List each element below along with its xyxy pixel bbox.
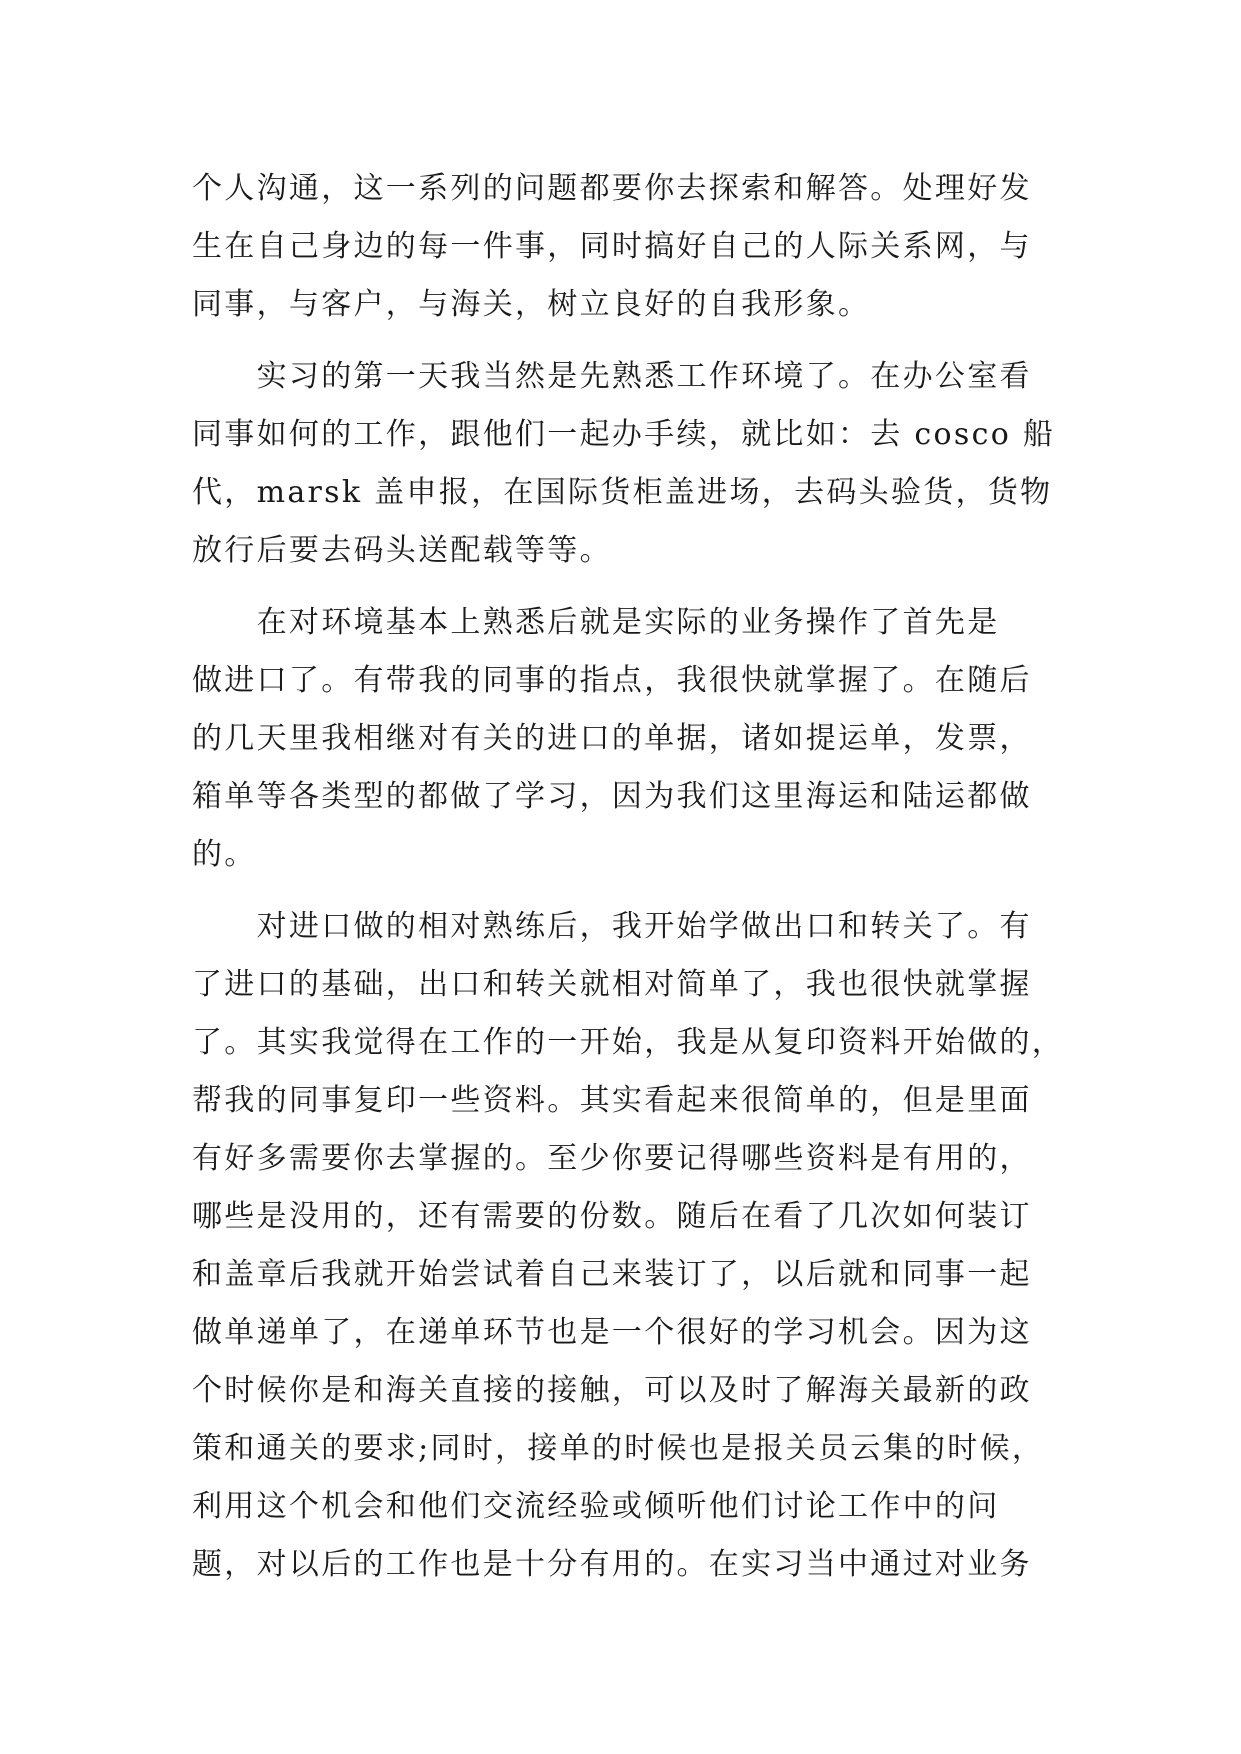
paragraph bbox=[192, 348, 1056, 580]
text-line: 做单递单了，在递单环节也是一个很好的学习机会。因为这 bbox=[192, 1315, 1032, 1350]
text-line: 同事如何的工作，跟他们一起办手续，就比如：去 cosco 船 bbox=[192, 417, 1056, 452]
text-line: 题，对以后的工作也是十分有用的。在实习当中通过对业务 bbox=[192, 1547, 1032, 1582]
text-line: 箱单等各类型的都做了学习，因为我们这里海运和陆运都做 bbox=[192, 779, 1032, 814]
text-line: 了。其实我觉得在工作的一开始，我是从复印资料开始做的， bbox=[192, 1025, 1065, 1060]
text-line: 个时候你是和海关直接的接触，可以及时了解海关最新的政 bbox=[192, 1373, 1032, 1408]
text-line: 的几天里我相继对有关的进口的单据，诸如提运单，发票， bbox=[192, 721, 1032, 756]
text-line: 哪些是没用的，还有需要的份数。随后在看了几次如何装订 bbox=[192, 1199, 1032, 1234]
text-line: 代，marsk 盖申报，在国际货柜盖进场，去码头验货，货物 bbox=[192, 475, 1053, 510]
text-line: 放行后要去码头送配载等等。 bbox=[192, 533, 612, 568]
paragraph-spacer bbox=[192, 580, 1048, 594]
text-line: 有好多需要你去掌握的。至少你要记得哪些资料是有用的， bbox=[192, 1141, 1032, 1176]
paragraph bbox=[192, 160, 1048, 334]
text-line: 生在自己身边的每一件事，同时搞好自己的人际关系网，与 bbox=[192, 229, 1032, 264]
text-line: 和盖章后我就开始尝试着自己来装订了，以后就和同事一起 bbox=[192, 1257, 1032, 1292]
text-line: 个人沟通，这一系列的问题都要你去探索和解答。处理好发 bbox=[192, 171, 1032, 206]
text-line: 了进口的基础，出口和转关就相对简单了，我也很快就掌握 bbox=[192, 967, 1032, 1002]
paragraph-spacer bbox=[192, 884, 1048, 898]
body-text bbox=[192, 160, 1065, 1594]
text-line: 帮我的同事复印一些资料。其实看起来很简单的，但是里面 bbox=[192, 1083, 1032, 1118]
text-line: 的。 bbox=[192, 837, 257, 872]
text-line: 在对环境基本上熟悉后就是实际的业务操作了首先是 bbox=[192, 605, 1000, 640]
paragraph-spacer bbox=[192, 334, 1048, 348]
text-line: 对进口做的相对熟练后，我开始学做出口和转关了。有 bbox=[192, 909, 1032, 944]
text-line: 利用这个机会和他们交流经验或倾听他们讨论工作中的问 bbox=[192, 1489, 1000, 1524]
text-line: 策和通关的要求;同时，接单的时候也是报关员云集的时候， bbox=[192, 1431, 1045, 1466]
text-line: 同事，与客户，与海关，树立良好的自我形象。 bbox=[192, 287, 871, 322]
paragraph bbox=[192, 898, 1065, 1594]
paragraph bbox=[192, 594, 1048, 884]
text-line: 做进口了。有带我的同事的指点，我很快就掌握了。在随后 bbox=[192, 663, 1032, 698]
text-line: 实习的第一天我当然是先熟悉工作环境了。在办公室看 bbox=[192, 359, 1032, 394]
